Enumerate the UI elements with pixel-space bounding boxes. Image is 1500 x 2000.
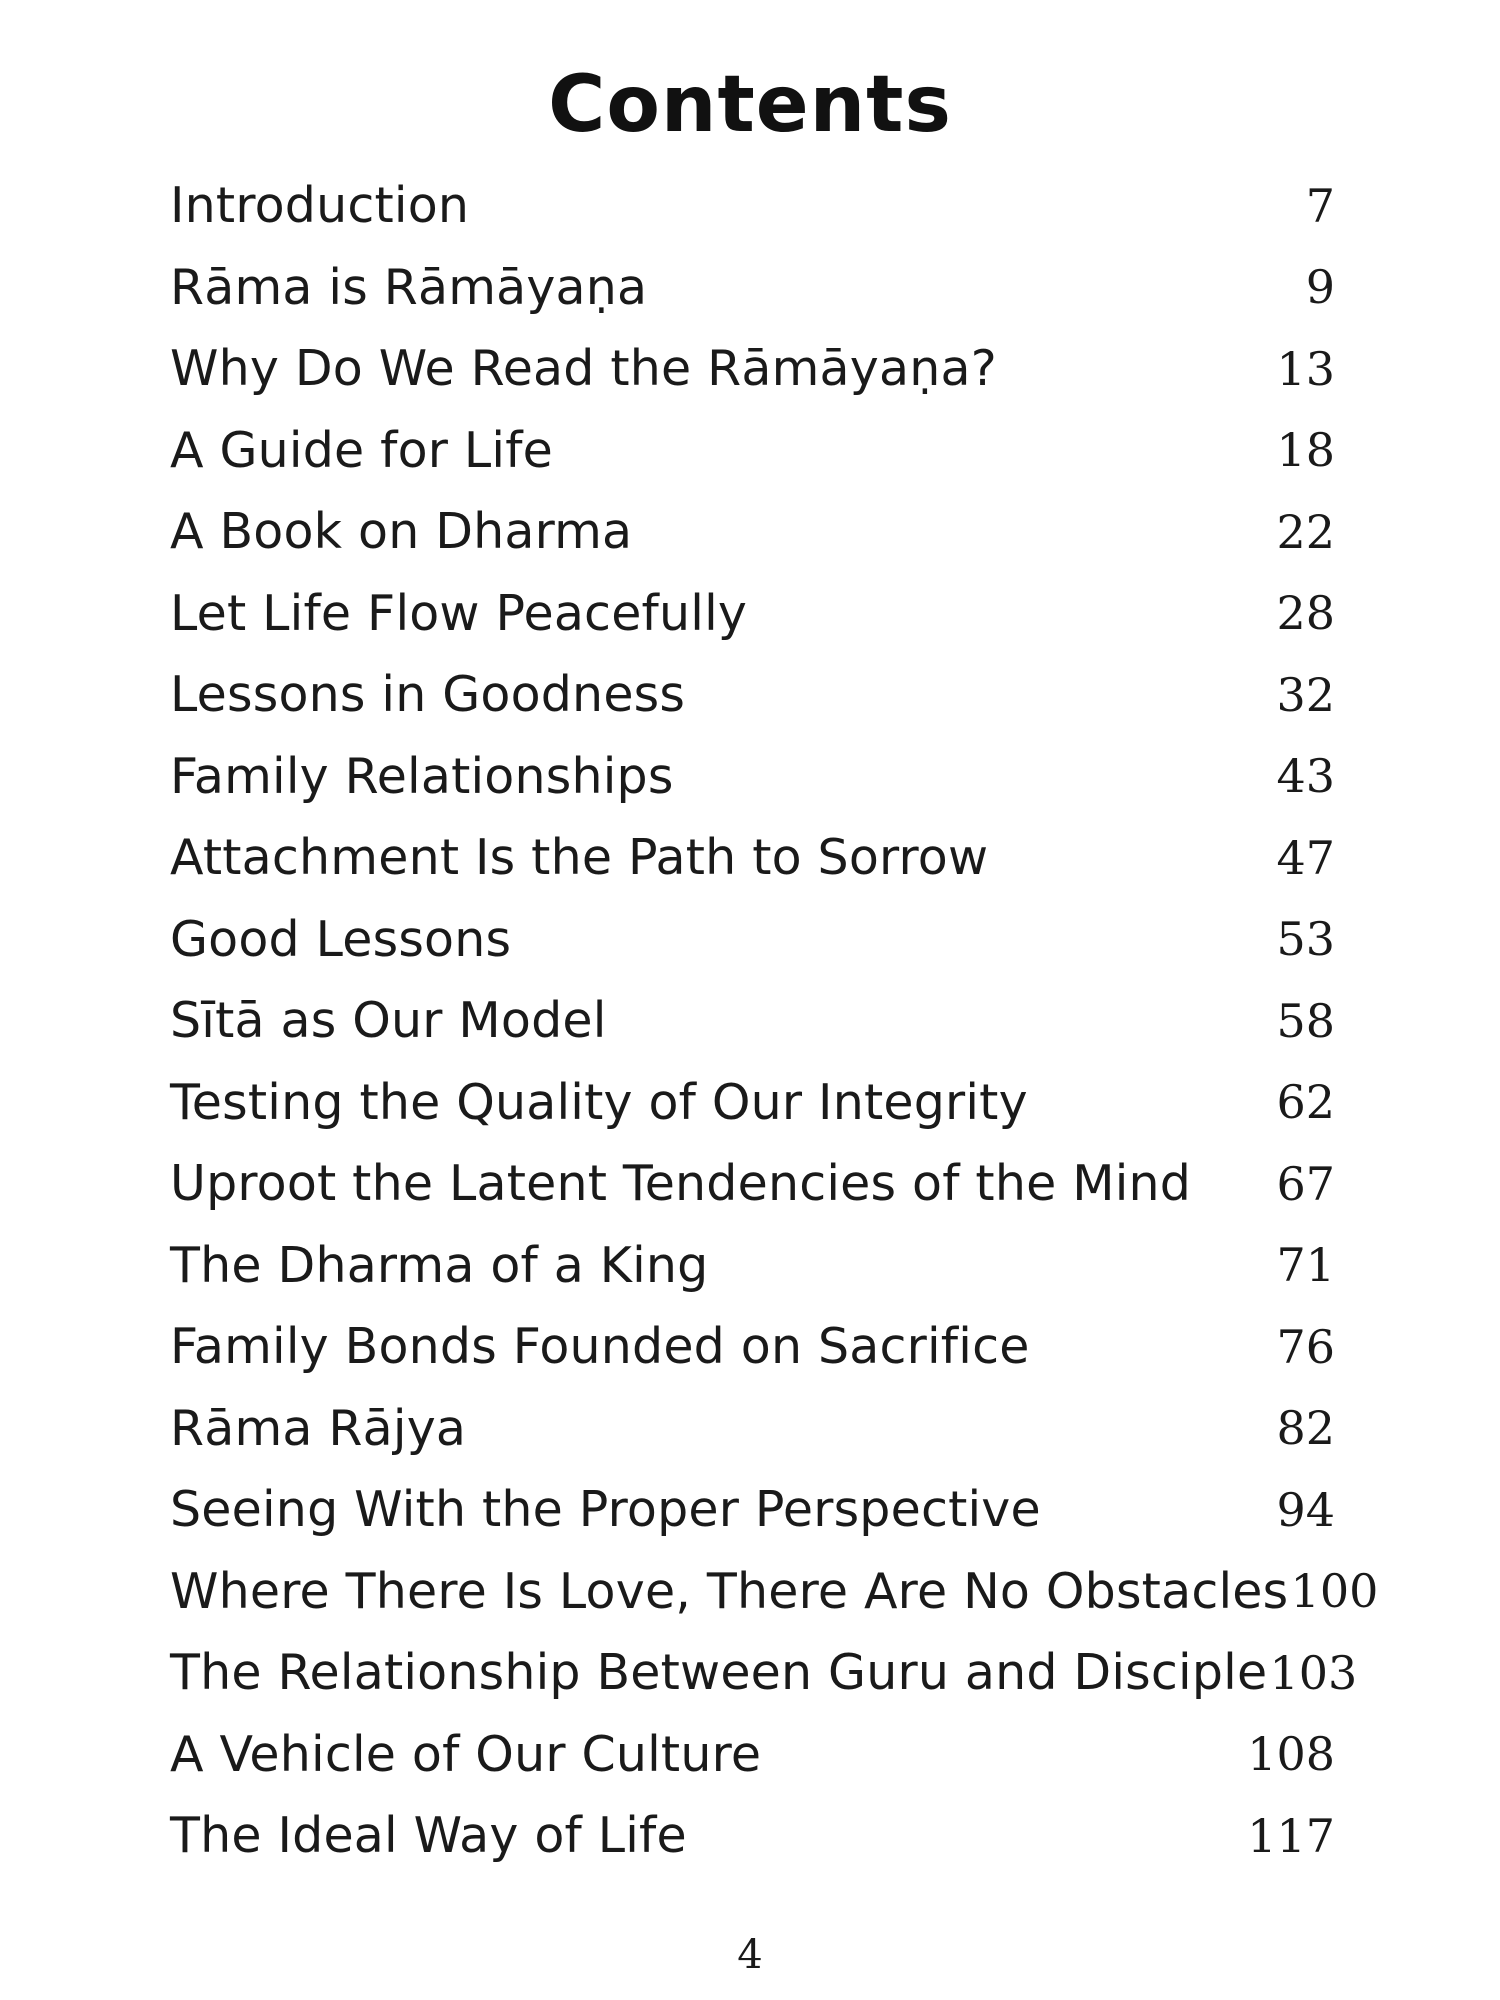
- toc-entry-page-number: 82: [1276, 1401, 1335, 1456]
- toc-entry: [170, 1143, 1335, 1225]
- toc-entry-title: Testing the Quality of Our Integrity: [170, 1073, 1028, 1131]
- toc-entry: [170, 247, 1335, 329]
- toc-entry-title: A Vehicle of Our Culture: [170, 1725, 762, 1783]
- toc-entry-title: Seeing With the Proper Perspective: [170, 1481, 1041, 1539]
- toc-entry: [170, 980, 1335, 1062]
- toc-entry-title: Family Bonds Founded on Sacrifice: [170, 1318, 1030, 1376]
- toc-entry-page-number: 32: [1276, 667, 1335, 722]
- toc-entry-page-number: 53: [1276, 912, 1335, 967]
- toc-entry-title: Introduction: [170, 177, 470, 235]
- toc-entry-title: Attachment Is the Path to Sorrow: [170, 829, 989, 887]
- toc-entry-page-number: 58: [1276, 993, 1335, 1048]
- toc-entry-page-number: 28: [1276, 586, 1335, 641]
- toc-entry-title: Rāma Rājya: [170, 1399, 467, 1457]
- toc-entry: [170, 1469, 1335, 1551]
- toc-entry-page-number: 9: [1305, 260, 1335, 315]
- toc-entry: [170, 1225, 1335, 1307]
- toc-entry-page-number: 22: [1276, 504, 1335, 559]
- toc-entry: [170, 1388, 1335, 1470]
- toc-entry: [170, 165, 1335, 247]
- toc-entry: [170, 1632, 1358, 1714]
- toc-entry: [170, 491, 1335, 573]
- toc-entry-title: The Ideal Way of Life: [170, 1807, 687, 1865]
- toc-entry-title: A Guide for Life: [170, 421, 554, 479]
- toc-entry-title: The Dharma of a King: [170, 1236, 709, 1294]
- toc-entry: [170, 410, 1335, 492]
- toc-entry-title: Let Life Flow Peacefully: [170, 584, 748, 642]
- toc-entry: [170, 573, 1335, 655]
- toc-entry-title: Where There Is Love, There Are No Obstacles: [170, 1562, 1289, 1620]
- toc-entry: [170, 1795, 1335, 1877]
- toc-entry-page-number: 47: [1276, 830, 1335, 885]
- toc-entry-page-number: 18: [1276, 423, 1335, 478]
- toc-entry: [170, 328, 1335, 410]
- toc-entry-page-number: 108: [1247, 1727, 1335, 1782]
- toc-entry: [170, 1551, 1379, 1633]
- toc-entry-title: Sītā as Our Model: [170, 992, 607, 1050]
- toc-entry-title: Uproot the Latent Tendencies of the Mind: [170, 1155, 1192, 1213]
- toc-entry-page-number: 103: [1269, 1645, 1358, 1700]
- toc-entry: [170, 1306, 1335, 1388]
- toc-entry: [170, 1062, 1335, 1144]
- toc-entry: [170, 736, 1335, 818]
- toc-entry-page-number: 62: [1276, 1075, 1335, 1130]
- toc-entry: [170, 817, 1335, 899]
- toc-entry: [170, 1714, 1335, 1796]
- toc-entry-title: Rāma is Rāmāyaṇa: [170, 258, 648, 316]
- toc-entry-page-number: 117: [1247, 1808, 1335, 1863]
- toc-entry-title: Good Lessons: [170, 910, 512, 968]
- toc-entry-page-number: 94: [1276, 1482, 1335, 1537]
- toc-entry: [170, 654, 1335, 736]
- toc-entry-page-number: 7: [1305, 178, 1335, 233]
- page-title: Contents: [548, 60, 952, 151]
- toc-entry-title: Why Do We Read the Rāmāyaṇa?: [170, 340, 997, 398]
- toc-entry: [170, 899, 1335, 981]
- toc-entry-title: The Relationship Between Guru and Disciple: [170, 1644, 1268, 1702]
- toc-entry-title: Family Relationships: [170, 747, 674, 805]
- toc-entry-title: Lessons in Goodness: [170, 666, 686, 724]
- toc-entry-page-number: 71: [1276, 1238, 1335, 1293]
- toc-entry-page-number: 43: [1276, 749, 1335, 804]
- toc-entry-page-number: 67: [1276, 1156, 1335, 1211]
- toc-entry-page-number: 13: [1276, 341, 1335, 396]
- table-of-contents: [170, 165, 1379, 1877]
- page-number: 4: [737, 1932, 763, 1978]
- toc-entry-page-number: 76: [1276, 1319, 1335, 1374]
- toc-entry-page-number: 100: [1290, 1564, 1379, 1619]
- toc-entry-title: A Book on Dharma: [170, 503, 633, 561]
